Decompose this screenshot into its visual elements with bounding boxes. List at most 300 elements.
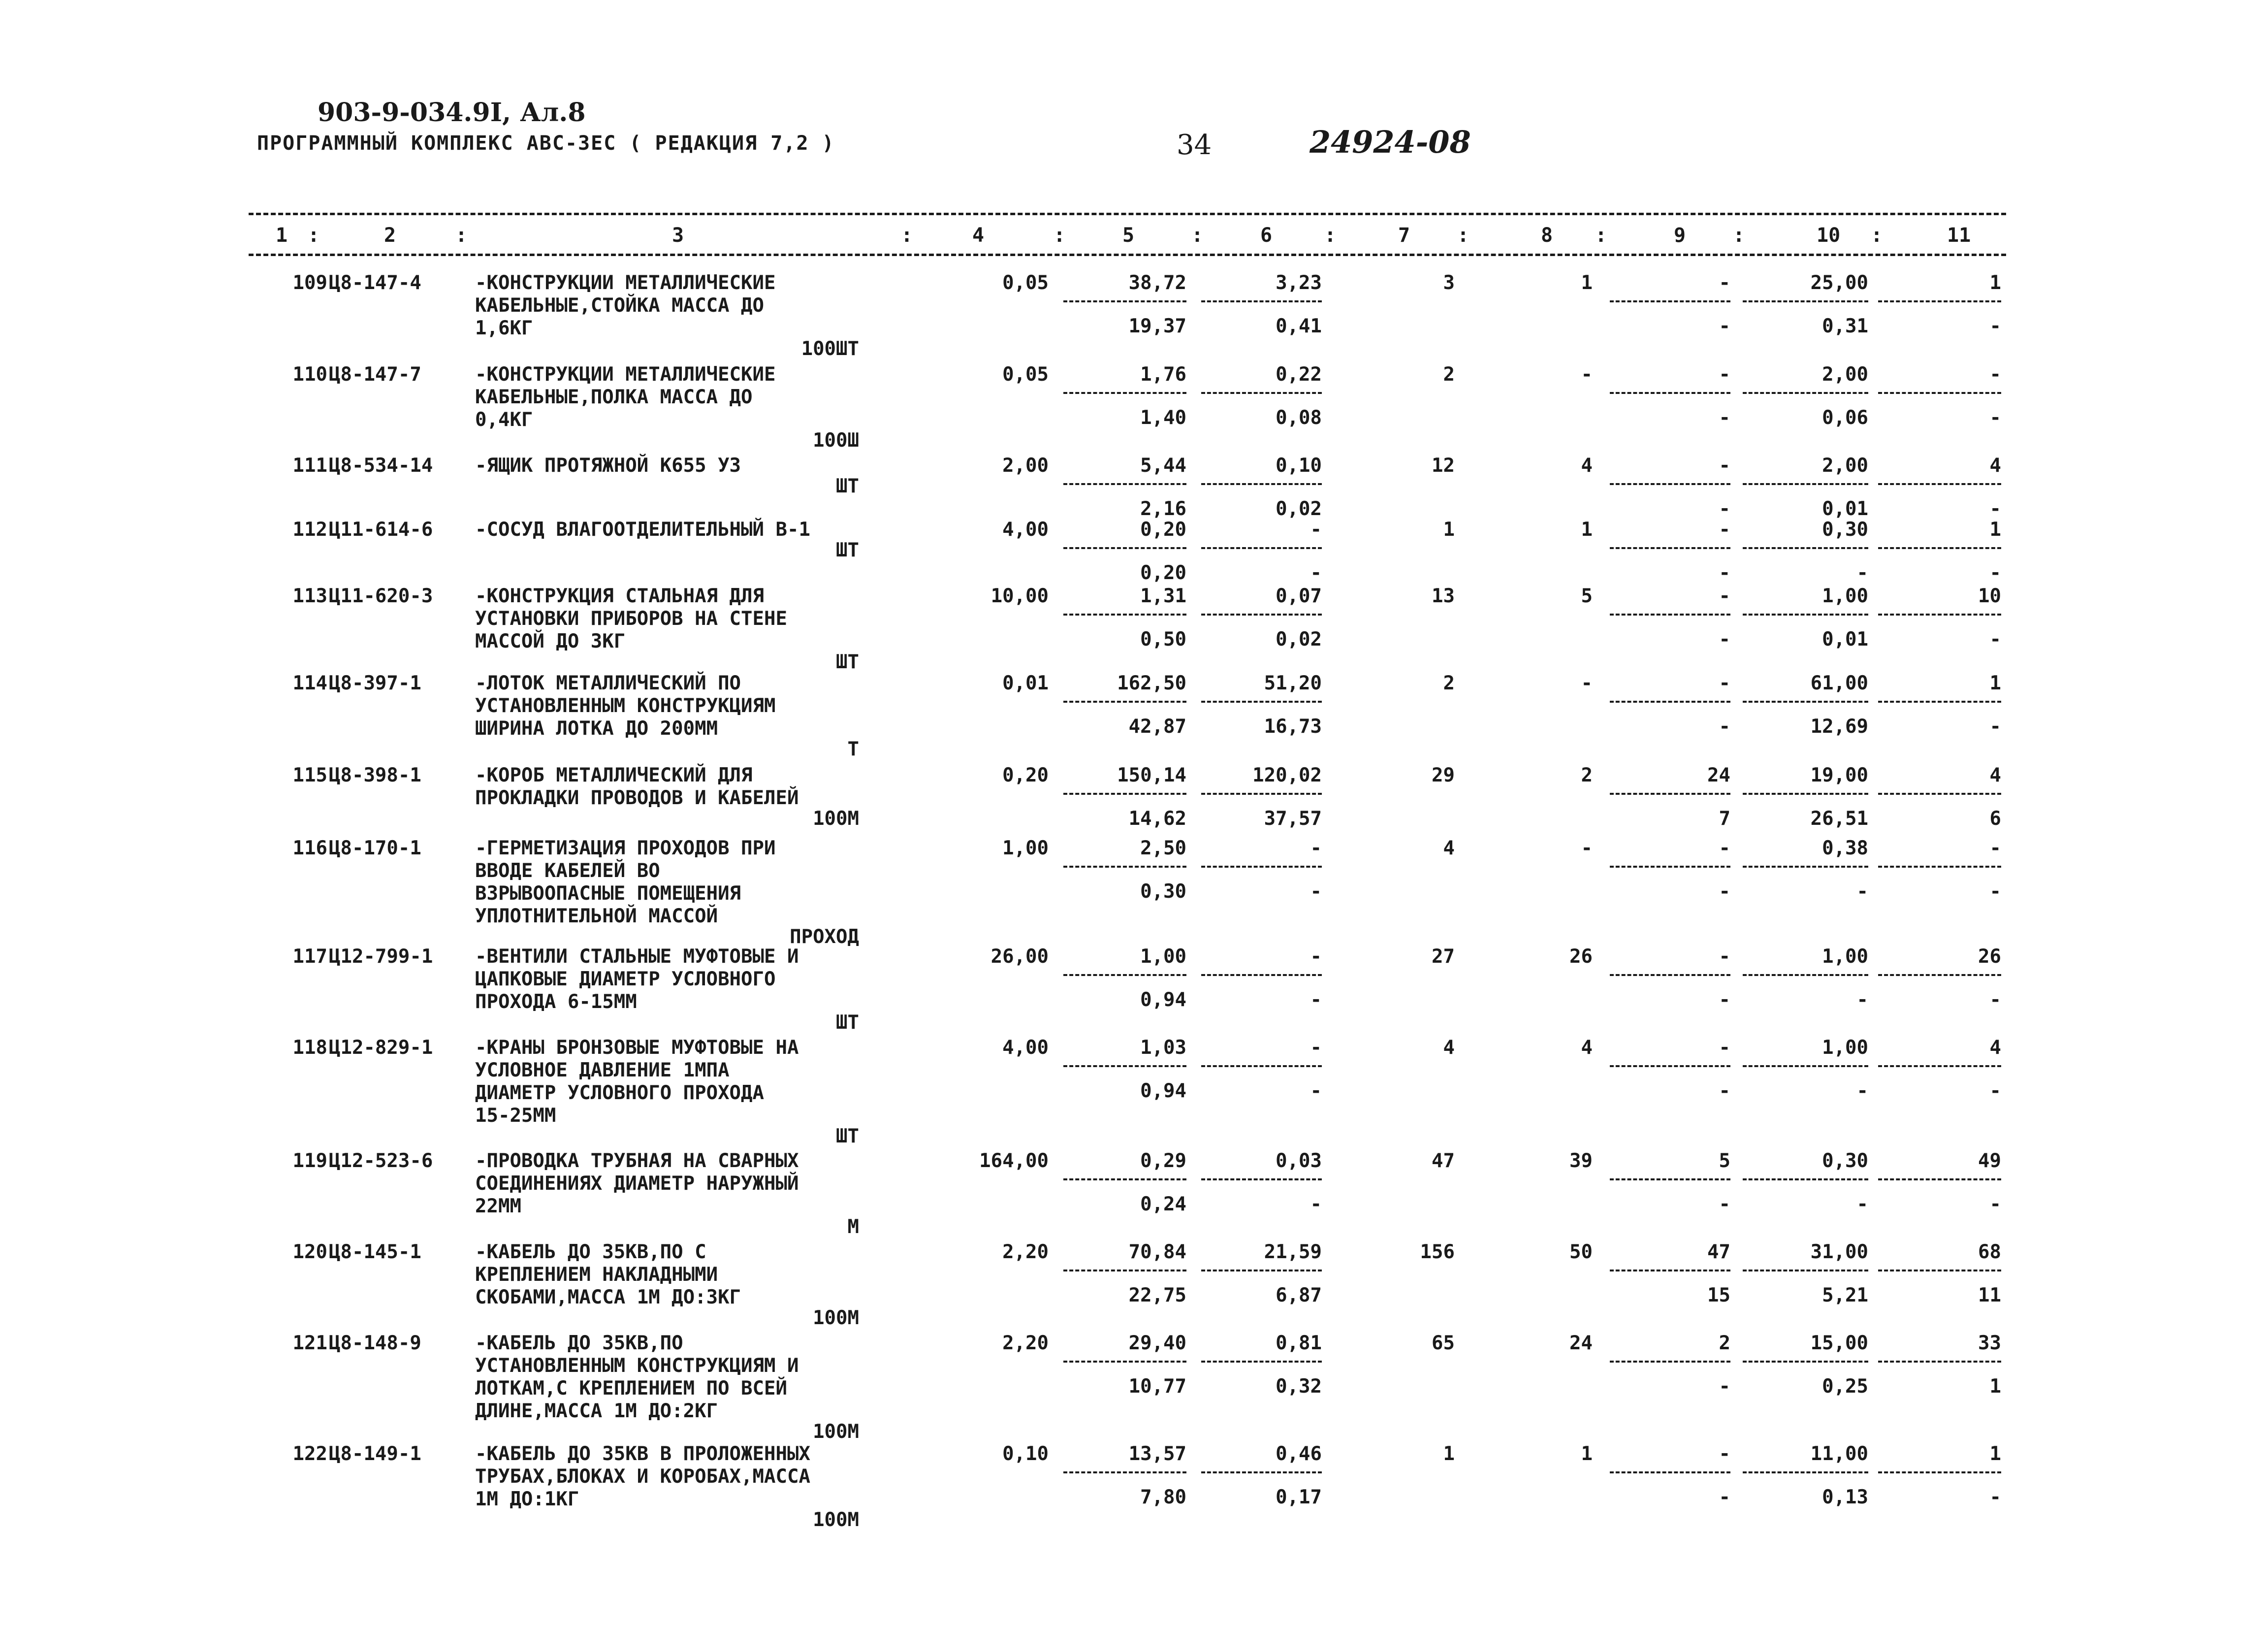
description-line: -КАБЕЛЬ ДО 35КВ,ПО [475, 1332, 683, 1354]
col6-top-value: 0,10 [1276, 455, 1322, 477]
value-divider-line [1063, 1270, 1186, 1271]
quantity-value: 4,00 [1002, 519, 1049, 541]
col11-top-value: 10 [1978, 585, 2001, 607]
col10-top-value: 1,00 [1822, 945, 1868, 968]
description-line: 0,4КГ [475, 409, 533, 431]
value-divider-line [1063, 974, 1186, 976]
col5-top-value: 29,40 [1128, 1332, 1186, 1354]
value-divider-line [1610, 1065, 1730, 1067]
col9-top-value: - [1719, 1037, 1730, 1059]
value-divider-line [1878, 974, 2001, 976]
col6-bottom-value: 0,32 [1276, 1375, 1322, 1398]
norm-code: Ц11-614-6 [329, 519, 433, 541]
value-divider-line [1063, 1065, 1186, 1067]
description-line: ПРОКЛАДКИ ПРОВОДОВ И КАБЕЛЕЙ [475, 787, 799, 809]
quantity-value: 0,05 [1002, 363, 1049, 386]
col10-bottom-value: 5,21 [1822, 1284, 1868, 1306]
quantity-value: 26,00 [990, 945, 1049, 968]
col10-top-value: 1,00 [1822, 1037, 1868, 1059]
col6-top-value: 0,81 [1276, 1332, 1322, 1354]
col7-value: 1 [1443, 519, 1455, 541]
value-divider-line [1201, 1471, 1322, 1473]
value-divider-line [1201, 483, 1322, 485]
page-number: 34 [1177, 129, 1212, 161]
unit-of-measure: ПРОХОД [790, 926, 859, 948]
row-number: 115 [292, 764, 327, 786]
col6-top-value: 21,59 [1264, 1241, 1322, 1263]
column-separator: : [1054, 224, 1066, 247]
col10-bottom-value: 12,69 [1810, 716, 1868, 738]
col6-top-value: 0,03 [1276, 1150, 1322, 1172]
col9-top-value: - [1719, 672, 1730, 694]
col7-value: 2 [1443, 363, 1455, 386]
col5-bottom-value: 0,94 [1140, 1080, 1186, 1102]
value-divider-line [1610, 1361, 1730, 1363]
row-number: 118 [292, 1037, 327, 1059]
column-separator: : [1457, 224, 1469, 247]
col5-bottom-value: 10,77 [1128, 1375, 1186, 1398]
norm-code: Ц8-148-9 [329, 1332, 421, 1354]
col6-top-value: 0,22 [1276, 363, 1322, 386]
document-code: 903-9-034.9I, Ал.8 [318, 98, 586, 128]
col10-top-value: 11,00 [1810, 1443, 1868, 1465]
row-number: 122 [292, 1443, 327, 1465]
column-separator: : [901, 224, 913, 247]
value-divider-line [1743, 614, 1868, 616]
col6-bottom-value: - [1310, 1080, 1322, 1102]
col5-top-value: 2,50 [1140, 837, 1186, 859]
col5-bottom-value: 0,50 [1140, 628, 1186, 651]
col11-bottom-value: - [1989, 628, 2001, 651]
description-line: -КОНСТРУКЦИЯ СТАЛЬНАЯ ДЛЯ [475, 585, 764, 607]
col9-bottom-value: - [1719, 1375, 1730, 1398]
col6-bottom-value: - [1310, 880, 1322, 903]
col6-bottom-value: 37,57 [1264, 808, 1322, 830]
column-header-6: 6 [1260, 224, 1273, 247]
value-divider-line [1743, 1361, 1868, 1363]
value-divider-line [1201, 974, 1322, 976]
norm-code: Ц8-534-14 [329, 455, 433, 477]
col11-top-value: 4 [1989, 764, 2001, 786]
col10-top-value: 25,00 [1810, 272, 1868, 294]
col7-value: 47 [1432, 1150, 1455, 1172]
col8-value: 39 [1569, 1150, 1593, 1172]
value-divider-line [1610, 974, 1730, 976]
col5-top-value: 150,14 [1117, 764, 1186, 786]
value-divider-line [1063, 866, 1186, 868]
col9-bottom-value: - [1719, 628, 1730, 651]
quantity-value: 164,00 [979, 1150, 1049, 1172]
description-line: -ПРОВОДКА ТРУБНАЯ НА СВАРНЫХ [475, 1150, 799, 1172]
value-divider-line [1878, 614, 2001, 616]
norm-code: Ц8-145-1 [329, 1241, 421, 1263]
col6-top-value: - [1310, 837, 1322, 859]
column-header-8: 8 [1541, 224, 1553, 247]
col11-bottom-value: 1 [1989, 1375, 2001, 1398]
value-divider-line [1743, 793, 1868, 795]
col9-top-value: 2 [1719, 1332, 1730, 1354]
col9-top-value: - [1719, 272, 1730, 294]
col10-bottom-value: - [1856, 989, 1868, 1011]
col6-top-value: - [1310, 519, 1322, 541]
unit-of-measure: ШТ [836, 475, 859, 497]
description-line: СОЕДИНЕНИЯХ ДИАМЕТР НАРУЖНЫЙ [475, 1172, 799, 1195]
norm-code: Ц12-523-6 [329, 1150, 433, 1172]
value-divider-line [1878, 547, 2001, 549]
unit-of-measure: М [847, 1216, 859, 1238]
col11-bottom-value: - [1989, 1486, 2001, 1508]
value-divider-line [1063, 1178, 1186, 1180]
value-divider-line [1878, 300, 2001, 302]
unit-of-measure: ШТ [836, 539, 859, 561]
col11-top-value: 49 [1978, 1150, 2001, 1172]
col11-top-value: 1 [1989, 1443, 2001, 1465]
value-divider-line [1201, 701, 1322, 703]
value-divider-line [1610, 866, 1730, 868]
description-line: ВВОДЕ КАБЕЛЕЙ ВО [475, 860, 660, 882]
col8-value: 50 [1569, 1241, 1593, 1263]
col7-value: 156 [1420, 1241, 1455, 1263]
column-header-4: 4 [972, 224, 985, 247]
program-title: ПРОГРАММНЫЙ КОМПЛЕКС АВС-3ЕС ( РЕДАКЦИЯ 7,2 ) [257, 132, 835, 155]
description-line: УСТАНОВКИ ПРИБОРОВ НА СТЕНЕ [475, 608, 787, 630]
description-line: -ЯЩИК ПРОТЯЖНОЙ К655 УЗ [475, 455, 741, 477]
norm-code: Ц8-397-1 [329, 672, 421, 694]
column-header-2: 2 [384, 224, 396, 247]
col6-top-value: 120,02 [1252, 764, 1322, 786]
description-line: УСТАНОВЛЕННЫМ КОНСТРУКЦИЯМ [475, 695, 776, 717]
column-separator: : [1324, 224, 1337, 247]
col5-bottom-value: 22,75 [1128, 1284, 1186, 1306]
col9-bottom-value: - [1719, 1080, 1730, 1102]
row-number: 117 [292, 945, 327, 968]
col9-top-value: - [1719, 585, 1730, 607]
description-line: -КАБЕЛЬ ДО 35КВ В ПРОЛОЖЕННЫХ [475, 1443, 810, 1465]
col11-bottom-value: - [1989, 498, 2001, 520]
description-line: -ГЕРМЕТИЗАЦИЯ ПРОХОДОВ ПРИ [475, 837, 776, 859]
col6-bottom-value: - [1310, 1193, 1322, 1215]
col8-value: - [1581, 672, 1593, 694]
description-line: ВЗРЫВООПАСНЫЕ ПОМЕЩЕНИЯ [475, 882, 741, 905]
value-divider-line [1743, 866, 1868, 868]
value-divider-line [1743, 1471, 1868, 1473]
col8-value: 24 [1569, 1332, 1593, 1354]
value-divider-line [1063, 483, 1186, 485]
row-number: 113 [292, 585, 327, 607]
value-divider-line [1878, 483, 2001, 485]
description-line: ДИАМЕТР УСЛОВНОГО ПРОХОДА [475, 1082, 764, 1104]
col5-top-value: 13,57 [1128, 1443, 1186, 1465]
unit-of-measure: 100М [813, 1421, 859, 1443]
description-line: 1,6КГ [475, 317, 533, 339]
value-divider-line [1610, 1471, 1730, 1473]
value-divider-line [1743, 1178, 1868, 1180]
col6-bottom-value: 0,02 [1276, 498, 1322, 520]
description-line: КРЕПЛЕНИЕМ НАКЛАДНЫМИ [475, 1264, 718, 1286]
value-divider-line [1878, 1178, 2001, 1180]
col10-bottom-value: - [1856, 880, 1868, 903]
value-divider-line [1878, 1065, 2001, 1067]
value-divider-line [1878, 866, 2001, 868]
column-separator: : [455, 224, 468, 247]
col10-bottom-value: 26,51 [1810, 808, 1868, 830]
col7-value: 4 [1443, 837, 1455, 859]
value-divider-line [1610, 701, 1730, 703]
value-divider-line [1610, 793, 1730, 795]
col11-top-value: 26 [1978, 945, 2001, 968]
value-divider-line [1743, 701, 1868, 703]
column-header-9: 9 [1674, 224, 1686, 247]
description-line: ДЛИНЕ,МАССА 1М ДО:2КГ [475, 1400, 718, 1422]
col9-bottom-value: 7 [1719, 808, 1730, 830]
quantity-value: 2,00 [1002, 455, 1049, 477]
col10-bottom-value: 0,13 [1822, 1486, 1868, 1508]
col6-bottom-value: - [1310, 562, 1322, 584]
unit-of-measure: 100М [813, 808, 859, 830]
col11-bottom-value: - [1989, 315, 2001, 337]
table-top-rule [249, 213, 2006, 215]
col10-top-value: 1,00 [1822, 585, 1868, 607]
description-line: -ЛОТОК МЕТАЛЛИЧЕСКИЙ ПО [475, 672, 741, 694]
handwritten-inventory-number: 24924-08 [1310, 124, 1471, 160]
col6-bottom-value: 0,41 [1276, 315, 1322, 337]
value-divider-line [1201, 547, 1322, 549]
col5-bottom-value: 7,80 [1140, 1486, 1186, 1508]
quantity-value: 1,00 [1002, 837, 1049, 859]
value-divider-line [1743, 974, 1868, 976]
description-line: УСЛОВНОЕ ДАВЛЕНИЕ 1МПА [475, 1059, 730, 1081]
col10-bottom-value: - [1856, 562, 1868, 584]
col5-top-value: 5,44 [1140, 455, 1186, 477]
row-number: 119 [292, 1150, 327, 1172]
col9-top-value: - [1719, 519, 1730, 541]
column-header-1: 1 [276, 224, 288, 247]
norm-code: Ц8-170-1 [329, 837, 421, 859]
description-line: -КРАНЫ БРОНЗОВЫЕ МУФТОВЫЕ НА [475, 1037, 799, 1059]
col9-top-value: - [1719, 455, 1730, 477]
value-divider-line [1610, 1178, 1730, 1180]
col11-bottom-value: - [1989, 880, 2001, 903]
col7-value: 12 [1432, 455, 1455, 477]
col10-top-value: 2,00 [1822, 455, 1868, 477]
description-line: ТРУБАХ,БЛОКАХ И КОРОБАХ,МАССА [475, 1465, 810, 1488]
value-divider-line [1878, 793, 2001, 795]
col11-top-value: 1 [1989, 672, 2001, 694]
value-divider-line [1610, 547, 1730, 549]
row-number: 116 [292, 837, 327, 859]
col5-top-value: 0,29 [1140, 1150, 1186, 1172]
col7-value: 4 [1443, 1037, 1455, 1059]
col9-bottom-value: - [1719, 716, 1730, 738]
col11-top-value: 1 [1989, 272, 2001, 294]
row-number: 114 [292, 672, 327, 694]
col11-bottom-value: 6 [1989, 808, 2001, 830]
value-divider-line [1743, 300, 1868, 302]
col9-top-value: 47 [1707, 1241, 1730, 1263]
col7-value: 27 [1432, 945, 1455, 968]
norm-code: Ц8-149-1 [329, 1443, 421, 1465]
quantity-value: 10,00 [990, 585, 1049, 607]
value-divider-line [1201, 1178, 1322, 1180]
col6-bottom-value: 16,73 [1264, 716, 1322, 738]
value-divider-line [1610, 483, 1730, 485]
description-line: -КАБЕЛЬ ДО 35КВ,ПО С [475, 1241, 706, 1263]
value-divider-line [1743, 1065, 1868, 1067]
description-line: -ВЕНТИЛИ СТАЛЬНЫЕ МУФТОВЫЕ И [475, 945, 799, 968]
value-divider-line [1878, 1270, 2001, 1271]
description-line: ПРОХОДА 6-15ММ [475, 991, 637, 1013]
col10-top-value: 31,00 [1810, 1241, 1868, 1263]
unit-of-measure: 100ШТ [801, 338, 859, 360]
col5-top-value: 1,76 [1140, 363, 1186, 386]
col10-bottom-value: 0,06 [1822, 407, 1868, 429]
col11-top-value: - [1989, 837, 2001, 859]
unit-of-measure: ШТ [836, 651, 859, 673]
col5-top-value: 162,50 [1117, 672, 1186, 694]
description-line: ЦАПКОВЫЕ ДИАМЕТР УСЛОВНОГО [475, 968, 776, 990]
col8-value: - [1581, 837, 1593, 859]
col7-value: 3 [1443, 272, 1455, 294]
col7-value: 65 [1432, 1332, 1455, 1354]
description-line: 1М ДО:1КГ [475, 1488, 579, 1510]
quantity-value: 0,20 [1002, 764, 1049, 786]
description-line: ШИРИНА ЛОТКА ДО 200ММ [475, 717, 718, 740]
description-line: ЛОТКАМ,С КРЕПЛЕНИЕМ ПО ВСЕЙ [475, 1377, 787, 1400]
header-bottom-rule [249, 254, 2006, 256]
col10-top-value: 19,00 [1810, 764, 1868, 786]
col10-top-value: 0,30 [1822, 519, 1868, 541]
value-divider-line [1201, 392, 1322, 394]
col8-value: 1 [1581, 272, 1593, 294]
col9-top-value: 24 [1707, 764, 1730, 786]
value-divider-line [1878, 1471, 2001, 1473]
value-divider-line [1063, 793, 1186, 795]
col9-bottom-value: - [1719, 989, 1730, 1011]
value-divider-line [1201, 300, 1322, 302]
col8-value: 2 [1581, 764, 1593, 786]
row-number: 121 [292, 1332, 327, 1354]
column-header-5: 5 [1122, 224, 1135, 247]
value-divider-line [1063, 547, 1186, 549]
col10-bottom-value: 0,25 [1822, 1375, 1868, 1398]
value-divider-line [1063, 1471, 1186, 1473]
col11-top-value: 4 [1989, 1037, 2001, 1059]
column-separator: : [1595, 224, 1607, 247]
norm-code: Ц8-147-7 [329, 363, 421, 386]
col5-bottom-value: 0,30 [1140, 880, 1186, 903]
row-number: 112 [292, 519, 327, 541]
col11-top-value: 68 [1978, 1241, 2001, 1263]
col7-value: 2 [1443, 672, 1455, 694]
col5-top-value: 38,72 [1128, 272, 1186, 294]
col11-bottom-value: - [1989, 716, 2001, 738]
col9-bottom-value: - [1719, 1486, 1730, 1508]
col6-bottom-value: - [1310, 989, 1322, 1011]
quantity-value: 2,20 [1002, 1241, 1049, 1263]
value-divider-line [1201, 1361, 1322, 1363]
col10-bottom-value: - [1856, 1080, 1868, 1102]
col9-top-value: - [1719, 363, 1730, 386]
col11-top-value: - [1989, 363, 2001, 386]
value-divider-line [1610, 300, 1730, 302]
col10-top-value: 15,00 [1810, 1332, 1868, 1354]
col6-top-value: 0,46 [1276, 1443, 1322, 1465]
col9-top-value: - [1719, 945, 1730, 968]
col10-bottom-value: - [1856, 1193, 1868, 1215]
col9-bottom-value: - [1719, 1193, 1730, 1215]
unit-of-measure: Т [847, 738, 859, 760]
description-line: 22ММ [475, 1195, 521, 1217]
norm-code: Ц8-398-1 [329, 764, 421, 786]
col5-bottom-value: 42,87 [1128, 716, 1186, 738]
row-number: 110 [292, 363, 327, 386]
row-number: 109 [292, 272, 327, 294]
col5-bottom-value: 19,37 [1128, 315, 1186, 337]
norm-code: Ц8-147-4 [329, 272, 421, 294]
col6-top-value: 3,23 [1276, 272, 1322, 294]
description-line: УПЛОТНИТЕЛЬНОЙ МАССОЙ [475, 905, 718, 927]
value-divider-line [1063, 614, 1186, 616]
col11-bottom-value: - [1989, 989, 2001, 1011]
value-divider-line [1063, 392, 1186, 394]
description-line: СКОБАМИ,МАССА 1М ДО:3КГ [475, 1286, 741, 1308]
column-separator: : [1871, 224, 1883, 247]
quantity-value: 0,01 [1002, 672, 1049, 694]
description-line: -КОРОБ МЕТАЛЛИЧЕСКИЙ ДЛЯ [475, 764, 753, 786]
col5-bottom-value: 0,24 [1140, 1193, 1186, 1215]
col9-top-value: - [1719, 1443, 1730, 1465]
col9-bottom-value: - [1719, 562, 1730, 584]
value-divider-line [1201, 793, 1322, 795]
col6-bottom-value: 0,02 [1276, 628, 1322, 651]
description-line: КАБЕЛЬНЫЕ,ПОЛКА МАССА ДО [475, 386, 753, 408]
value-divider-line [1201, 1065, 1322, 1067]
col5-bottom-value: 1,40 [1140, 407, 1186, 429]
col6-top-value: - [1310, 945, 1322, 968]
column-separator: : [308, 224, 320, 247]
value-divider-line [1063, 300, 1186, 302]
value-divider-line [1743, 547, 1868, 549]
col6-bottom-value: 0,08 [1276, 407, 1322, 429]
unit-of-measure: 100Ш [813, 429, 859, 452]
row-number: 120 [292, 1241, 327, 1263]
col9-bottom-value: - [1719, 315, 1730, 337]
col8-value: 26 [1569, 945, 1593, 968]
col6-top-value: 51,20 [1264, 672, 1322, 694]
value-divider-line [1878, 1361, 2001, 1363]
col10-bottom-value: 0,31 [1822, 315, 1868, 337]
col8-value: - [1581, 363, 1593, 386]
quantity-value: 0,10 [1002, 1443, 1049, 1465]
column-separator: : [1733, 224, 1745, 247]
col10-top-value: 0,30 [1822, 1150, 1868, 1172]
col10-top-value: 61,00 [1810, 672, 1868, 694]
norm-code: Ц12-799-1 [329, 945, 433, 968]
description-line: МАССОЙ ДО 3КГ [475, 630, 626, 652]
col8-value: 1 [1581, 1443, 1593, 1465]
col7-value: 29 [1432, 764, 1455, 786]
col5-top-value: 1,31 [1140, 585, 1186, 607]
description-line: -КОНСТРУКЦИИ МЕТАЛЛИЧЕСКИЕ [475, 363, 776, 386]
value-divider-line [1610, 1270, 1730, 1271]
column-header-3: 3 [672, 224, 684, 247]
unit-of-measure: ШТ [836, 1011, 859, 1034]
col5-top-value: 70,84 [1128, 1241, 1186, 1263]
col5-top-value: 1,00 [1140, 945, 1186, 968]
column-header-11: 11 [1947, 224, 1971, 247]
col7-value: 13 [1432, 585, 1455, 607]
value-divider-line [1743, 392, 1868, 394]
